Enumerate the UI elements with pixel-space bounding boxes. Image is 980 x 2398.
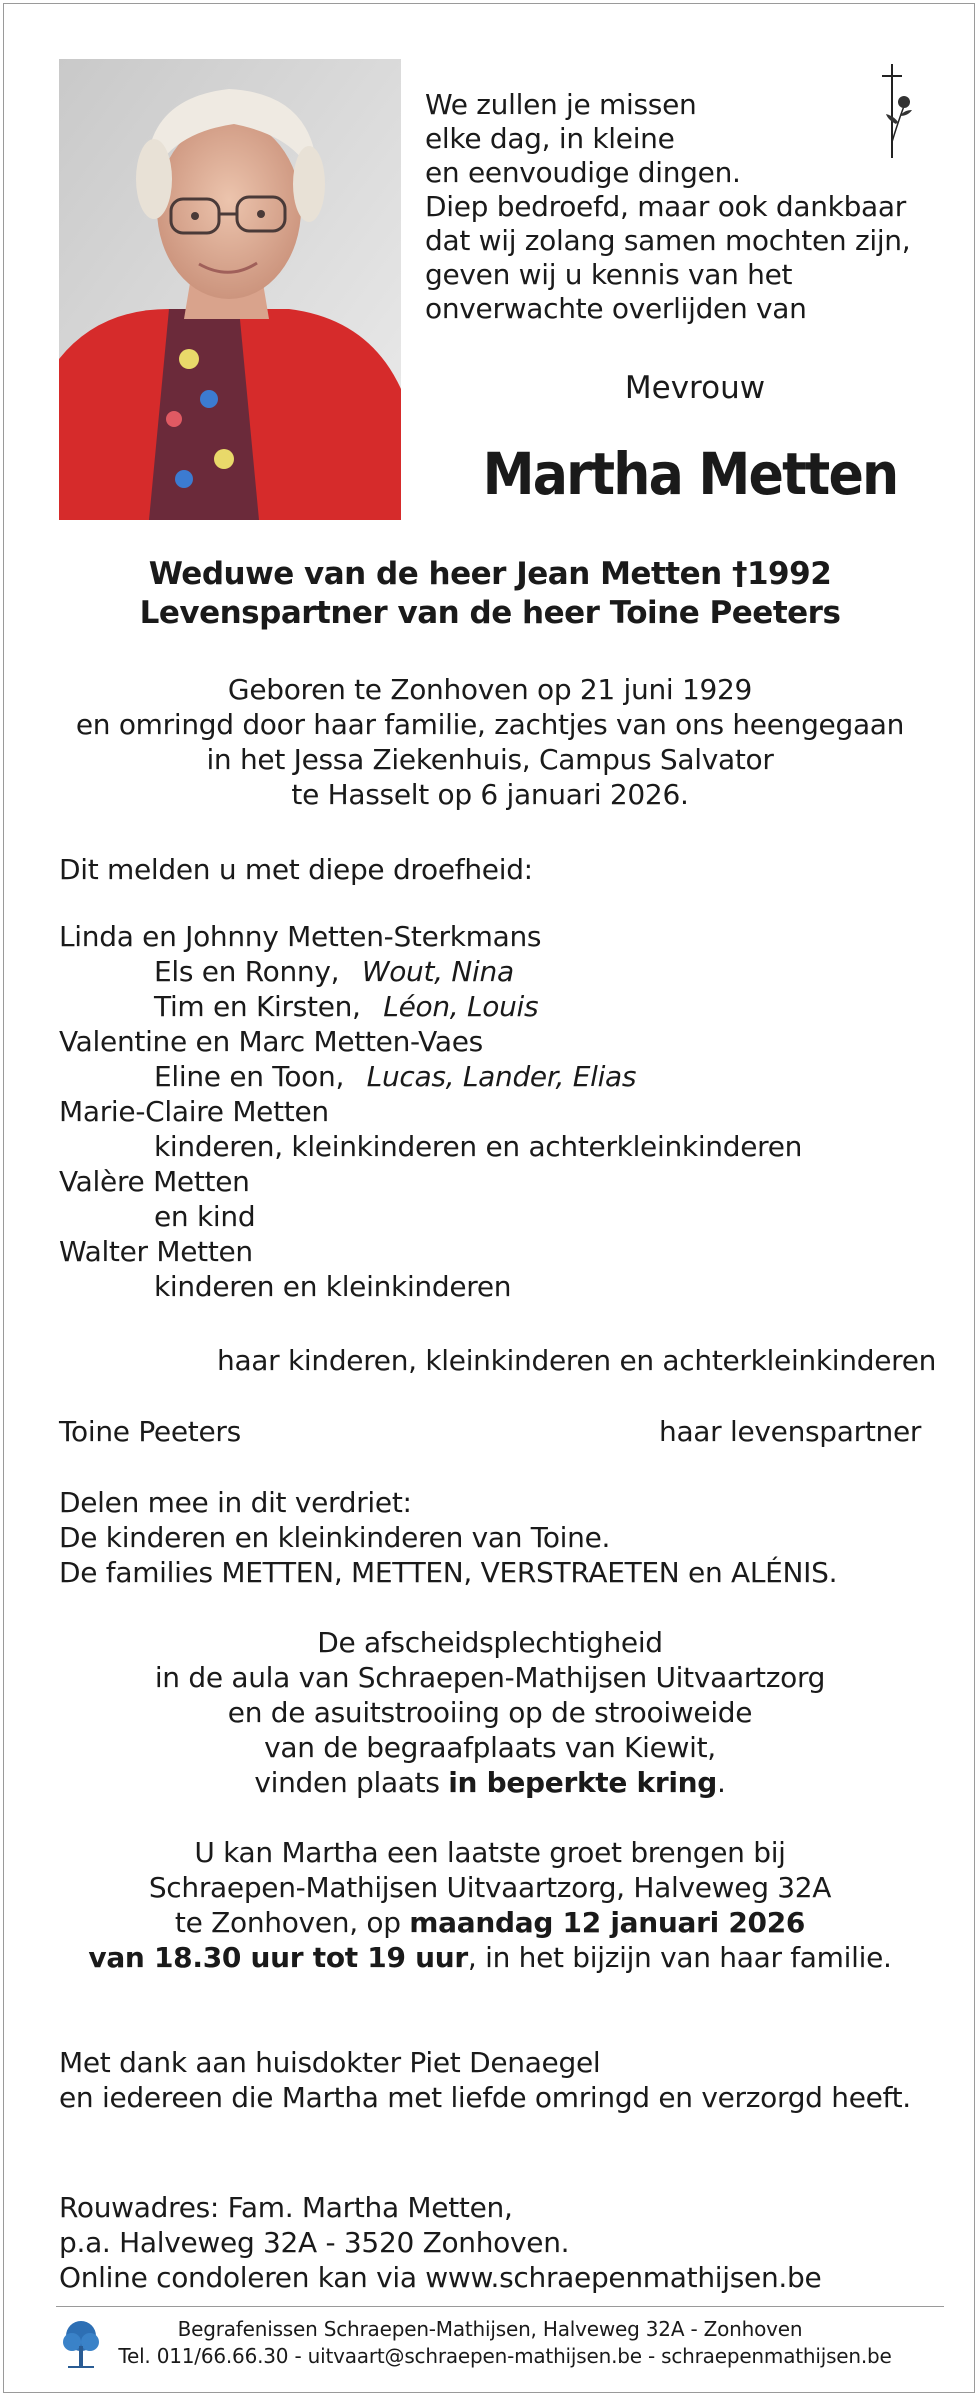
ceremony-line: in de aula van Schraepen-Mathijsen Uitvaartzorg [154,1661,826,1694]
family-names: Eline en Toon, [154,1060,345,1093]
shared-line: De families METTEN, METTEN, VERSTRAETEN en ALÉNIS. [59,1556,838,1589]
visitation-block [0,1835,980,1975]
family-member: Valère Metten [59,1165,250,1198]
family-member: en kind [154,1200,256,1233]
relations-block [0,555,980,633]
shared-line: Delen mee in dit verdriet: [59,1486,412,1519]
visit-time: van 18.30 uur tot 19 uur [88,1941,468,1974]
verse-line: Diep bedroefd, maar ook dankbaar [425,190,906,223]
thanks-block [59,2045,911,2115]
family-member: Linda en Johnny Metten-Sterkmans [59,920,542,953]
salutation: Mevrouw [624,370,766,406]
family-member [59,989,802,1024]
verse-line: dat wij zolang samen mochten zijn, [425,224,911,257]
birth-line: te Hasselt op 6 januari 2026. [291,778,689,811]
address-line: Rouwadres: Fam. Martha Metten, [59,2191,513,2224]
visit-date: maandag 12 januari 2026 [409,1906,806,1939]
condolence-link[interactable]: Online condoleren kan via www.schraepenmathijsen.be [59,2261,822,2294]
relation-line: Levenspartner van de heer Toine Peeters [139,595,841,631]
birth-line: Geboren te Zonhoven op 21 juni 1929 [227,673,753,706]
verse-line: onverwachte overlijden van [425,292,807,325]
ceremony-line [0,1765,980,1800]
visit-line: Schraepen-Mathijsen Uitvaartzorg, Halveweg 32A [148,1871,832,1904]
mourning-address [59,2190,821,2295]
footer-divider [56,2306,944,2307]
ceremony-emphasis: in beperkte kring [448,1766,718,1799]
verse-line: geven wij u kennis van het [425,258,793,291]
cross-rose-icon [876,62,918,162]
shared-grief-block [59,1485,837,1590]
verse-line: en eenvoudige dingen. [425,156,741,189]
birth-passing-block [0,672,980,812]
grandchildren: Lucas, Lander, Elias [366,1060,637,1093]
footer-company: Begrafenissen Schraepen-Mathijsen, Halveweg 32A - Zonhoven [177,2317,803,2341]
family-member [59,954,802,989]
family-member [59,1059,802,1094]
deceased-name: Martha Metten [482,440,898,508]
grandchildren: Wout, Nina [361,955,514,988]
thanks-line: Met dank aan huisdokter Piet Denaegel [59,2046,601,2079]
relation-line: Weduwe van de heer Jean Metten †1992 [148,556,832,592]
portrait-photo [59,59,401,520]
ceremony-line: De afscheidsplechtigheid [317,1626,663,1659]
address-line: p.a. Halveweg 32A - 3520 Zonhoven. [59,2226,570,2259]
birth-line: en omringd door haar familie, zachtjes van ons heengegaan [75,708,905,741]
verse-line: We zullen je missen [425,88,697,121]
footer-contact: Tel. 011/66.66.30 - uitvaart@schraepen-mathijsen.be - schraepenmathijsen.be [118,2344,892,2368]
ceremony-line: van de begraafplaats van Kiewit, [264,1731,716,1764]
birth-line: in het Jessa Ziekenhuis, Campus Salvator [206,743,774,776]
ceremony-block [0,1625,980,1800]
grandchildren: Léon, Louis [383,990,539,1023]
family-member: Marie-Claire Metten [59,1095,329,1128]
shared-line: De kinderen en kleinkinderen van Toine. [59,1521,611,1554]
ceremony-text: . [717,1766,726,1799]
visit-line [0,1905,980,1940]
partner-name: Toine Peeters [59,1415,241,1448]
family-member: Valentine en Marc Metten-Vaes [59,1025,483,1058]
thanks-line: en iedereen die Martha met liefde omringd en verzorgd heeft. [59,2081,911,2114]
announce-intro: Dit melden u met diepe droefheid: [59,853,533,886]
family-names: Els en Ronny, [154,955,340,988]
visit-text: , in het bijzijn van haar familie. [467,1941,892,1974]
verse-line: elke dag, in kleine [425,122,675,155]
family-names: Tim en Kirsten, [154,990,361,1023]
ceremony-line: en de asuitstrooiing op de strooiweide [227,1696,753,1729]
family-list [59,919,802,1304]
visit-line [0,1940,980,1975]
family-member: kinderen en kleinkinderen [154,1270,512,1303]
family-member: Walter Metten [59,1235,253,1268]
partner-role: haar levenspartner [659,1415,922,1448]
family-summary: haar kinderen, kleinkinderen en achterkleinkinderen [217,1344,937,1377]
visit-text: te Zonhoven, op [174,1906,410,1939]
visit-line: U kan Martha een laatste groet brengen bij [194,1836,786,1869]
family-member: kinderen, kleinkinderen en achterkleinkinderen [154,1130,803,1163]
ceremony-text: vinden plaats [254,1766,449,1799]
opening-verse [425,88,910,326]
